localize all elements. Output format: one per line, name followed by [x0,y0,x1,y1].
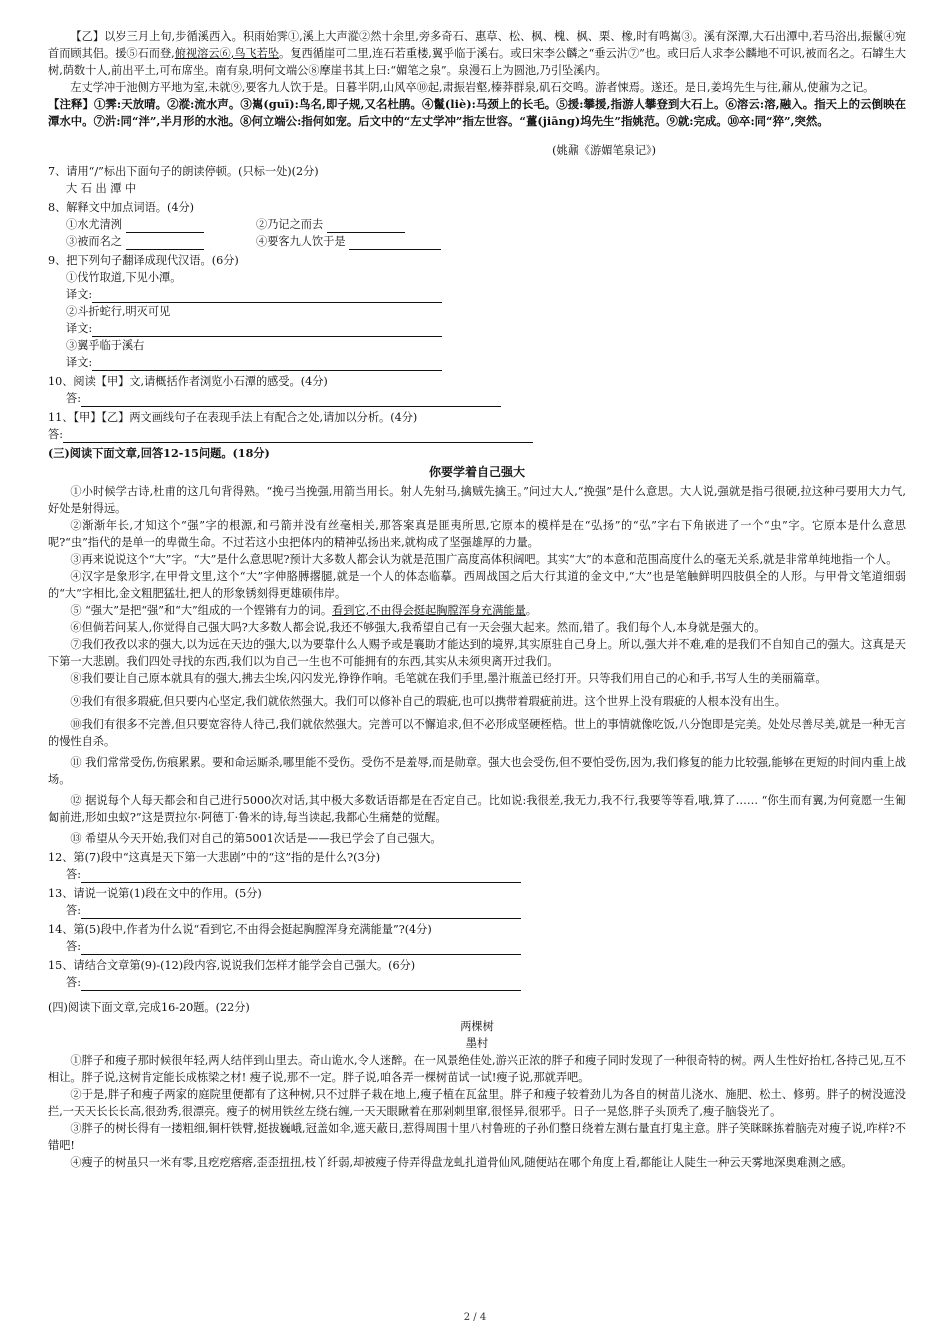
question-14: 14、第(5)段中,作者为什么说“看到它,不由得会挺起胸膛浑身充满能量”?(4分) [48,923,432,936]
answer-line: 答: [48,938,906,955]
question-13: 13、请说一说第(1)段在文中的作用。(5分) [48,887,262,900]
answer-blank[interactable] [81,942,521,955]
question-11: 11、【甲】【乙】两文画线句子在表现手法上有配合之处,请加以分析。(4分) [48,411,418,424]
question-10: 10、阅读【甲】文,请概括作者浏览小石潭的感受。(4分) [48,375,328,388]
section-4-title: 两棵树 [460,1020,494,1033]
answer-blank[interactable] [92,324,442,337]
answer-blank[interactable] [327,220,405,233]
s3-paragraph-2: ②渐渐年长,才知这个“强”字的根源,和弓箭并没有丝毫相关,那答案真是匪夷所思,它原本的模样是在“弘扬”的“弘”字右下角嵌进了一个“虫”字。它原本是什么意思呢?“虫”指代的是单一的卑微生命。不过若这小虫把体内的精神弘扬出来,就构成了坚强雄厚的力量。 [48,519,906,549]
answer-line: 答: [48,866,906,883]
answer-blank[interactable] [92,358,442,371]
section-4-author: 墨村 [465,1037,489,1050]
answer-blank[interactable] [126,237,204,250]
question-9-sentence-2: ②斗折蛇行,明灭可见 [66,305,171,318]
question-9-sentence-3: ③翼乎临于溪右 [66,339,145,352]
translation-line: 译文: [48,286,906,303]
s3-paragraph-4: ④汉字是象形字,在甲骨文里,这个“大”字伸胳膊撂腿,就是一个人的体态临摹。西周战国之后大行其道的金文中,“大”也是笔触鲜明四肢俱全的人形。与甲骨文笔道细弱的“大”字相比,金文粗肥猛壮,把人的形象锈刻得更雄硕伟岸。 [48,570,906,600]
answer-blank[interactable] [81,394,501,407]
yi-underlined-sentence: 俯视溶云⑥,鸟飞若坠 [174,47,280,60]
yi-paragraph-2: 左丈学冲于池侧方平地为室,未就⑨,要客九人饮于是。日暮半阴,山风卒⑩起,肃振岩壑,榛莽群泉,矶石交鸣。游者悚焉。遂还。是日,姜坞先生与往,鼐从,使鼐为之记。 [70,81,875,94]
answer-blank[interactable] [81,870,521,883]
question-12: 12、第(7)段中“这真是天下第一大悲剧”中的“这”指的是什么?(3分) [48,851,381,864]
question-9: 9、把下列句子翻译成现代汉语。(6分) [48,254,239,267]
question-7-sentence: 大 石 出 潭 中 [66,182,137,195]
s3-paragraph-12: ⑫ 据说每个人每天都会和自己进行5000次对话,其中极大多数话语都是在否定自己。比如说:我很差,我无力,我不行,我要等等看,哦,算了…… “你生而有翼,为何竟愿一生匍匐前进,形如虫蚁?”这是贾拉尔·阿德丁·鲁米的诗,每当读起,我都心生痛楚的觉醒。 [48,794,906,824]
answer-line: 答: [48,426,906,443]
exam-page [48,28,906,1171]
answer-line: 答: [48,390,906,407]
s4-paragraph-4: ④瘦子的树虽只一米有零,且疙疙瘩瘩,歪歪扭扭,枝丫纤弱,却被瘦子侍弄得盘龙虬扎道骨仙风,随便站在哪个角度上看,都能让人陡生一种云天雾地深奥难测之感。 [70,1156,853,1169]
question-8-row-1: ①水尤清洌 ②乃记之而去 [48,216,906,233]
section-4-heading: (四)阅读下面文章,完成16-20题。(22分) [48,1001,250,1014]
question-8-row-2: ③被而名之 ④要客九人饮于是 [48,233,906,250]
s3-underlined-sentence: 看到它,不由得会挺起胸膛浑身充满能量 [332,604,526,617]
s4-paragraph-2: ②于是,胖子和瘦子两家的庭院里便都有了这种树,只不过胖子栽在地上,瘦子植在瓦盆里。胖子和瘦子较着劲儿为各自的树苗儿浇水、施肥、松土、修剪。胖子的树没遮没拦,一天天长长长高,很劲秀,很漂亮。瘦子的树用铁丝左绕右缠,一天天眼瞅着在那剁刺里窜,很怪异,很邪乎。日子一晃悠,胖子头顶秃了,瘦子脑袋光了。 [48,1088,906,1118]
s3-paragraph-1: ①小时候学古诗,杜甫的这几句背得熟。“挽弓当挽强,用箭当用长。射人先射马,擒贼先擒王。”问过大人,“挽强”是什么意思。大人说,强就是指弓很硬,拉这种弓要用大力气,好处是射得远。 [48,485,906,515]
question-9-sentence-1: ①伐竹取道,下见小潭。 [66,271,182,284]
translation-line: 译文: [48,320,906,337]
s3-paragraph-7: ⑦我们孜孜以求的强大,以为远在天边的强大,以为要靠什么人赐予或是襄助才能达到的境界,其实原驻自己身上。所以,强大并不难,难的是我们不自知自己的强大。这真是天下第一大悲剧。我们四处寻找的东西,我们以为自己一生也不可能拥有的东西,其实从未须臾离开过我们。 [48,638,906,668]
translation-line: 译文: [48,354,906,371]
s3-paragraph-5: ⑤ “强大”是把“强”和“大”组成的一个铿锵有力的词。看到它,不由得会挺起胸膛浑身充满能量。 [70,604,537,617]
answer-blank[interactable] [63,430,533,443]
s3-paragraph-13: ⑬ 希望从今天开始,我们对自己的第5001次话是——我已学会了自己强大。 [70,832,442,845]
answer-line: 答: [48,974,906,991]
answer-blank[interactable] [92,290,442,303]
s3-paragraph-3: ③再来说说这个“大”字。“大”是什么意思呢?预计大多数人都会认为就是范围广高度高体积阔吧。其实“大”的本意和范围高度什么的毫无关系,就是非常单纯地指一个人。 [70,553,898,566]
answer-blank[interactable] [81,978,521,991]
s3-paragraph-11: ⑪ 我们常常受伤,伤痕累累。要和命运厮杀,哪里能不受伤。受伤不是羞辱,而是勋章。强大也会受伤,但不要怕受伤,因为,我们修复的能力比较强,能够在更短的时间内重上战场。 [48,756,906,786]
answer-blank[interactable] [81,906,521,919]
s4-paragraph-1: ①胖子和瘦子那时候很年轻,两人结伴到山里去。奇山诡水,令人迷醉。在一风景绝佳处,游兴正浓的胖子和瘦子同时发现了一种很奇特的树。两人生性好抬杠,各持己见,互不相让。胖子说,这树肯定能长成栋梁之材! 瘦子说,那不一定。胖子说,咱各弄一棵树苗试一试!瘦子说,那就弄吧。 [48,1054,906,1084]
question-8: 8、解释文中加点词语。(4分) [48,201,195,214]
question-15: 15、请结合文章第(9)-(12)段内容,说说我们怎样才能学会自己强大。(6分) [48,959,416,972]
question-7: 7、请用“/”标出下面句子的朗读停顿。(只标一处)(2分) [48,165,319,178]
section-3-title: 你要学着自己强大 [428,465,525,479]
answer-blank[interactable] [349,237,441,250]
yi-paragraph-1: 【乙】以岁三月上旬,步循溪西入。积雨始霁①,溪上大声漎②然十余里,旁多奇石、惠草、松、枫、槐、枫、栗、橡,时有鸣嶲③。溪有深潭,大石出潭中,若马浴出,振鬣④宛首而顾其侣。援⑤石而登,俯视溶云⑥,鸟飞若坠。复西循崖可二里,连石若重楼,翼乎临于溪右。或曰宋李公麟之“垂云沜⑦”也。或曰后人求李公麟地不可识,被而名之。石罅生大树,荫数十人,前出平土,可布席坐。南有泉,明何文端公⑧摩崖书其上曰:“媚笔之泉”。泉漫石上为圆池,乃引坠溪内。 [48,30,906,77]
page-number: 2 / 4 [463,1312,487,1323]
s3-paragraph-9: ⑨我们有很多瑕疵,但只要内心坚定,我们就依然强大。我们可以修补自己的瑕疵,也可以携带着瑕疵前进。这个世界上没有瑕疵的人根本没有出生。 [70,695,786,708]
answer-blank[interactable] [126,220,204,233]
s3-paragraph-10: ⑩我们有很多不完善,但只要宽容待人待己,我们就依然强大。完善可以不懈追求,但不必形成坚硬桎梏。世上的事情就像吃饭,八分饱即是完美。处处尽善尽美,就是一种无言的慢性自杀。 [48,718,906,748]
yi-source: (姚鼐《游媚笔泉记》) [552,144,656,157]
answer-line: 答: [48,902,906,919]
s3-paragraph-6: ⑥但倘若问某人,你觉得自己强大吗?大多数人都会说,我还不够强大,我希望自己有一天会强大起来。然而,错了。我们每个人,本身就是强大的。 [70,621,766,634]
section-3-heading: (三)阅读下面文章,回答12-15问题。(18分) [48,446,270,460]
s3-paragraph-8: ⑧我们要让自己原本就具有的强大,拂去尘埃,闪闪发光,铮铮作响。毛笔就在我们手里,墨汁瓶盖已经打开。只等我们用自己的心和手,书写人生的美丽篇章。 [70,672,827,685]
s4-paragraph-3: ③胖子的树长得有一搂粗细,铜杆铁臂,挺拔巍峨,冠盖如伞,遮天蔽日,惹得周围十里八村鲁班的子孙们整日绕着左测右量直打鬼主意。胖子笑眯眯拣着脑壳对瘦子说,咋样?不错吧! [48,1122,906,1152]
yi-notes: 【注释】①霁:天放晴。②漎:流水声。③嶲(guī):鸟名,即子规,又名杜鹃。④鬣(liè):马颈上的长毛。⑤援:攀援,指游人攀登到大石上。⑥溶云:溶,融入。指天上的云倒映在潭水中。⑦沜:同“泮”,半月形的水池。⑧何立端公:指何如宠。后文中的“左丈学冲”指左世容。“薑(jiāng)坞先生”指姚范。⑨就:完成。⑩卒:同“猝”,突然。 [48,97,906,128]
